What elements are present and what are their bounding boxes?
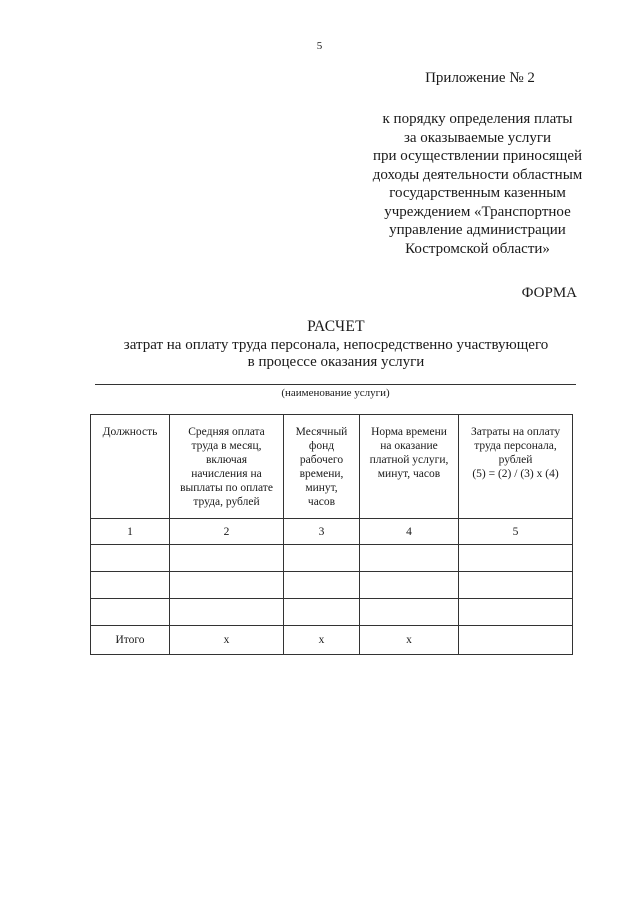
appendix-title: Приложение № 2 xyxy=(425,70,535,86)
table-cell xyxy=(459,572,573,599)
table-cell xyxy=(284,545,360,572)
table-cell xyxy=(91,572,170,599)
header-position: Должность xyxy=(91,415,170,519)
table-cell xyxy=(459,599,573,626)
appendix-line: за оказываемые услуги xyxy=(403,129,552,146)
total-row xyxy=(91,626,573,655)
appendix-line: управление администрации xyxy=(389,222,566,238)
appendix-line: при осуществлении приносящей xyxy=(372,148,583,164)
appendix-line: Костромской области» xyxy=(405,240,550,257)
table-cell xyxy=(284,572,360,599)
table-cell xyxy=(360,599,459,626)
calculation-subtitle xyxy=(0,337,639,371)
service-name-caption: (наименование услуги) xyxy=(281,387,390,399)
total-cell xyxy=(459,626,573,655)
appendix-line: к порядку определения платы xyxy=(382,111,573,127)
table-row xyxy=(91,572,573,599)
form-label: ФОРМА xyxy=(521,285,577,301)
cost-calculation-table xyxy=(90,414,573,655)
service-name-underline xyxy=(95,384,576,385)
total-label: Итого xyxy=(91,626,170,655)
appendix-line: учреждением «Транспортное xyxy=(384,203,571,220)
table-cell xyxy=(170,572,284,599)
column-number: 3 xyxy=(284,519,360,545)
header-average-salary: Средняя оплата труда в месяц, включая начисления на выплаты по оплате труда, рублей xyxy=(170,415,284,519)
column-number: 5 xyxy=(459,519,573,545)
table-row xyxy=(91,599,573,626)
subtitle-line: в процессе оказания услуги xyxy=(247,354,425,370)
column-number: 2 xyxy=(170,519,284,545)
table-cell xyxy=(360,545,459,572)
total-cell: х xyxy=(284,626,360,655)
header-monthly-work-time: Месячный фонд рабочего времени, минут, часов xyxy=(284,415,360,519)
table-cell xyxy=(170,545,284,572)
table-row xyxy=(91,545,573,572)
appendix-description xyxy=(350,110,605,258)
column-number: 4 xyxy=(360,519,459,545)
calculation-title: РАСЧЕТ xyxy=(307,318,365,335)
table-cell xyxy=(284,599,360,626)
table-cell xyxy=(91,599,170,626)
header-time-norm: Норма времени на оказание платной услуги, минут, часов xyxy=(360,415,459,519)
total-cell: х xyxy=(170,626,284,655)
total-cell: х xyxy=(360,626,459,655)
subtitle-line: затрат на оплату труда персонала, непосредственно участвующего xyxy=(123,337,549,353)
table-cell xyxy=(360,572,459,599)
table-header-row xyxy=(91,415,573,519)
column-number: 1 xyxy=(91,519,170,545)
appendix-line: доходы деятельности областным xyxy=(372,166,583,183)
column-number-row xyxy=(91,519,573,545)
table-cell xyxy=(170,599,284,626)
page-number: 5 xyxy=(316,40,323,52)
table-cell xyxy=(459,545,573,572)
appendix-line: государственным казенным xyxy=(389,185,566,201)
table-cell xyxy=(91,545,170,572)
header-labor-costs: Затраты на оплату труда персонала, рублей (5) = (2) / (3) х (4) xyxy=(459,415,573,519)
